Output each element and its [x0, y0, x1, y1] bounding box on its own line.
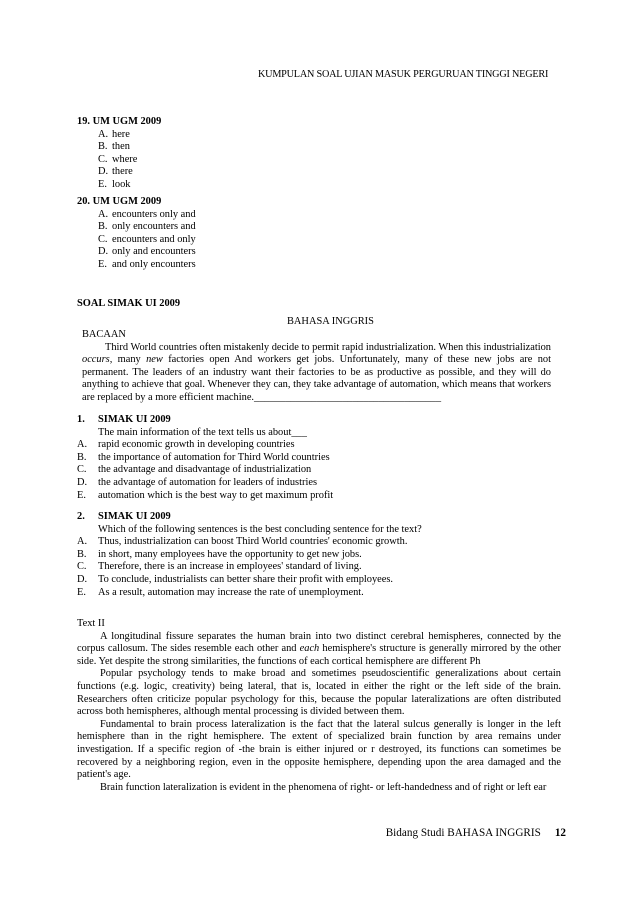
passage-run-italic: occurs,	[82, 354, 113, 366]
option-d	[98, 166, 161, 179]
footer-label: Bidang Studi BAHASA INGGRIS	[385, 827, 541, 839]
option-letter: D.	[77, 476, 88, 488]
option-e	[98, 179, 161, 192]
option-letter: C.	[77, 464, 87, 476]
page-header: KUMPULAN SOAL UJIAN MASUK PERGURUAN TINGGI NEGERI	[258, 69, 549, 80]
option-text: only and encounters	[112, 246, 196, 258]
page-number: 12	[554, 827, 566, 839]
reading-passage	[82, 329, 551, 405]
paragraph-run: hemisphere's structure is generally mirrored by the other side. Yet despite the strong similarities, the functions of each cortical hemisphere are different Ph	[77, 643, 561, 667]
simak-section-title	[77, 298, 180, 311]
option-b	[77, 549, 557, 562]
option-text: in short, many employees have the opportunity to get new jobs.	[98, 548, 362, 560]
page-footer	[386, 827, 566, 840]
passage-run: Third World countries often mistakenly decide to permit rapid industrialization. When this industrialization	[105, 341, 551, 353]
option-letter: C.	[77, 561, 87, 573]
option-text: automation which is the best way to get maximum profit	[98, 489, 334, 501]
question-stem: The main information of the text tells us about___	[98, 426, 307, 438]
option-letter: A.	[77, 439, 88, 451]
option-text: Thus, industrialization can boost Third World countries' economic growth.	[98, 536, 408, 548]
option-text: then	[112, 141, 130, 153]
question-heading: SIMAK UI 2009	[98, 414, 171, 425]
option-c	[77, 561, 557, 574]
option-text: and only encounters	[112, 258, 196, 270]
passage-run: factories open And workers get jobs. Unfortunately, many of these new jobs are not permanent. The leaders of an industry want their factories to be as productive as possible, and they will do anything to achieve that goal. Whenever they can, they take advantage of automation, which means that workers are replaced by a more efficient machine.____________________________________	[82, 354, 552, 403]
option-letter: D.	[77, 573, 88, 585]
passage-run: many	[112, 354, 147, 366]
paragraph: Popular psychology tends to make broad and sometimes pseudoscientific generalizations about certain functions (e.g. logic, creativity) being lateral, that is, located in either the right or the left side of the brain. Researchers often criticize popular psychology for this, because the popular lateralizations are often distributed across both hemispheres, although mental processing is divided between them.	[77, 668, 561, 718]
option-text: the importance of automation for Third World countries	[98, 451, 330, 463]
question-heading: 20. UM UGM 2009	[77, 196, 162, 207]
question-20	[77, 196, 196, 272]
option-text: look	[112, 178, 131, 190]
option-b	[98, 221, 196, 234]
option-text: there	[112, 166, 133, 178]
option-letter: A.	[98, 208, 109, 220]
option-d	[98, 246, 196, 259]
option-letter: E.	[98, 178, 107, 190]
paragraph-run: A longitudinal fissure separates the human brain into two distinct cerebral hemispheres, connected by the corpus callosum. The sides resemble each other and	[77, 630, 561, 655]
question-stem: Which of the following sentences is the best concluding sentence for the text?	[98, 523, 422, 535]
option-b	[77, 452, 557, 465]
option-text: only encounters and	[112, 221, 196, 233]
option-letter: B.	[77, 451, 87, 463]
question-number: 2.	[77, 511, 85, 522]
option-e	[77, 490, 557, 503]
option-e	[77, 587, 557, 600]
question-heading: SIMAK UI 2009	[98, 511, 171, 522]
paragraph-run-italic: each	[299, 643, 320, 655]
option-a	[77, 439, 557, 452]
option-letter: C.	[98, 153, 108, 165]
option-a	[98, 129, 161, 142]
option-text: As a result, automation may increase the rate of unemployment.	[98, 586, 364, 598]
option-text: encounters only and	[112, 208, 196, 220]
option-letter: B.	[98, 221, 108, 233]
option-c	[77, 464, 557, 477]
option-text: encounters and only	[112, 233, 196, 245]
option-text: where	[112, 153, 138, 165]
option-a	[98, 209, 196, 222]
option-letter: A.	[77, 536, 88, 548]
option-letter: D.	[98, 166, 109, 178]
option-letter: D.	[98, 246, 109, 258]
question-19	[77, 116, 161, 192]
option-c	[98, 154, 161, 167]
text-ii-section	[77, 618, 561, 794]
passage-run-italic: new	[146, 354, 163, 366]
option-list	[98, 129, 161, 192]
option-letter: E.	[98, 258, 107, 270]
option-d	[77, 477, 557, 490]
option-text: the advantage and disadvantage of industrialization	[98, 464, 312, 476]
option-letter: C.	[98, 233, 108, 245]
option-letter: A.	[98, 128, 109, 140]
paragraph: Brain function lateralization is evident in the phenomena of right- or left-handedness and of right or left ear	[100, 781, 547, 793]
option-text: To conclude, industrialists can better share their profit with employees.	[98, 573, 394, 585]
option-text: rapid economic growth in developing countries	[98, 439, 295, 451]
passage-text	[82, 342, 551, 405]
subject-heading: BAHASA INGGRIS	[287, 316, 374, 327]
option-letter: E.	[77, 489, 86, 501]
option-text: the advantage of automation for leaders of industries	[98, 476, 317, 488]
option-b	[98, 141, 161, 154]
question-number: 1.	[77, 414, 85, 425]
question-2	[77, 511, 557, 599]
option-text: here	[112, 128, 130, 140]
paragraph: Fundamental to brain process lateralization is the fact that the lateral sulcus generally is longer in the left hemisphere than in the right hemisphere. The extent of specialized brain function by area remains under investigation. If a specific region of -the brain is either injured or r destroyed, its functions can sometimes be recovered by a neighboring region, even in the opposite hemisphere, depending upon the area damaged and the patient's age.	[77, 718, 561, 781]
option-c	[98, 234, 196, 247]
option-list	[98, 209, 196, 272]
option-letter: E.	[77, 586, 86, 598]
question-heading: 19. UM UGM 2009	[77, 116, 162, 127]
section-title: SOAL SIMAK UI 2009	[77, 298, 181, 309]
section-title: Text II	[77, 618, 105, 629]
option-text: Therefore, there is an increase in employees' standard of living.	[98, 561, 362, 573]
passage-label: BACAAN	[82, 329, 126, 340]
option-letter: B.	[77, 548, 87, 560]
question-1	[77, 414, 557, 502]
option-a	[77, 536, 557, 549]
option-e	[98, 259, 196, 272]
option-letter: B.	[98, 141, 108, 153]
option-d	[77, 574, 557, 587]
paragraph	[77, 631, 561, 669]
